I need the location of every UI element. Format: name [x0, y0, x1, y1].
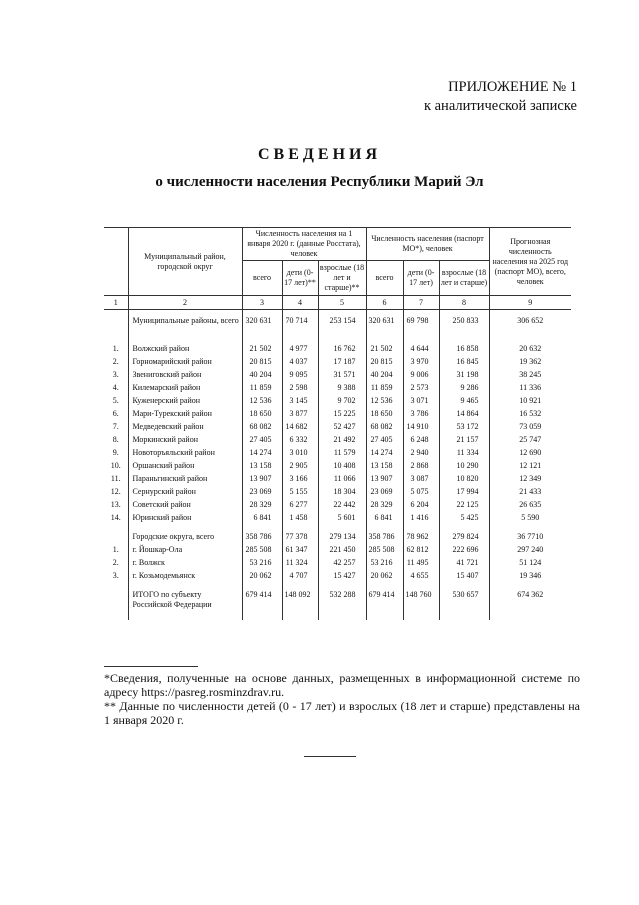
- row-name: Сернурский район: [128, 487, 242, 500]
- row-value: 6 841: [242, 513, 282, 526]
- row-value: 61 347: [282, 545, 318, 558]
- row-value: 53 216: [242, 558, 282, 571]
- district-row: [104, 435, 571, 448]
- end-separator: [304, 756, 356, 757]
- row-name: г. Волжск: [128, 558, 242, 571]
- row-value: 3 877: [282, 409, 318, 422]
- city-total-row: [104, 532, 571, 545]
- row-name: Новоторъяльский район: [128, 448, 242, 461]
- row-number: 1.: [112, 344, 119, 353]
- row-name: Медведевский район: [128, 422, 242, 435]
- row-name: Юринский район: [128, 513, 242, 526]
- header-index-blank: [104, 228, 128, 296]
- row-value: 19 346: [489, 571, 571, 584]
- row-value: 13 158: [366, 461, 403, 474]
- row-value: 13 907: [242, 474, 282, 487]
- row-value: 11 066: [318, 474, 366, 487]
- row-value: 14 274: [366, 448, 403, 461]
- row-value: 11 334: [439, 448, 489, 461]
- row-value: [403, 612, 439, 620]
- row-value: 12 690: [489, 448, 571, 461]
- row-value: 16 858: [439, 344, 489, 357]
- row-number: [104, 590, 128, 612]
- row-value: 3 010: [282, 448, 318, 461]
- row-value: 16 845: [439, 357, 489, 370]
- row-value: 13 158: [242, 461, 282, 474]
- row-value: [489, 612, 571, 620]
- annex-number: ПРИЛОЖЕНИЕ № 1: [448, 79, 577, 95]
- row-value: 12 349: [489, 474, 571, 487]
- row-value: 18 650: [366, 409, 403, 422]
- header-adults-passport: взрослые (18 лет и старше): [439, 261, 489, 296]
- row-number: 12.: [110, 487, 121, 496]
- row-value: 22 442: [318, 500, 366, 513]
- district-row: [104, 487, 571, 500]
- row-value: 9 702: [318, 396, 366, 409]
- row-number: [104, 612, 128, 620]
- row-value: 16 762: [318, 344, 366, 357]
- row-value: 70 714: [282, 316, 318, 338]
- header-total: всего: [242, 261, 282, 296]
- district-row: [104, 370, 571, 383]
- row-value: 38 245: [489, 370, 571, 383]
- row-value: 148 092: [282, 590, 318, 612]
- header-passport-group: Численность населения (паспорт МО*), человек: [366, 228, 489, 261]
- row-name: Советский район: [128, 500, 242, 513]
- row-value: 51 124: [489, 558, 571, 571]
- district-row: [104, 383, 571, 396]
- row-value: 42 257: [318, 558, 366, 571]
- row-value: 532 288: [318, 590, 366, 612]
- row-value: [242, 612, 282, 620]
- column-number: 9: [489, 296, 571, 310]
- row-value: 297 240: [489, 545, 571, 558]
- row-value: 18 650: [242, 409, 282, 422]
- header-district: Муниципальный район, городской округ: [128, 228, 242, 296]
- row-name: Волжский район: [128, 344, 242, 357]
- row-value: 9 006: [403, 370, 439, 383]
- row-value: 221 450: [318, 545, 366, 558]
- row-number: 6.: [112, 409, 119, 418]
- row-name: Параньгинский район: [128, 474, 242, 487]
- row-name: Горномарийский район: [128, 357, 242, 370]
- row-number: 1.: [112, 545, 119, 554]
- district-row: [104, 461, 571, 474]
- row-value: 27 405: [242, 435, 282, 448]
- header-total-passport: всего: [366, 261, 403, 296]
- row-value: 3 145: [282, 396, 318, 409]
- row-value: 222 696: [439, 545, 489, 558]
- row-value: 1 458: [282, 513, 318, 526]
- row-value: 20 632: [489, 344, 571, 357]
- row-value: 18 304: [318, 487, 366, 500]
- district-row: [104, 448, 571, 461]
- row-value: 21 433: [489, 487, 571, 500]
- row-value: 4 644: [403, 344, 439, 357]
- row-value: 10 290: [439, 461, 489, 474]
- row-value: 4 037: [282, 357, 318, 370]
- row-value: 674 362: [489, 590, 571, 612]
- district-row: [104, 500, 571, 513]
- row-name: ИТОГО по субъекту Российской Федерации: [128, 590, 242, 612]
- row-value: 23 069: [366, 487, 403, 500]
- row-value: 279 134: [318, 532, 366, 545]
- row-value: 14 682: [282, 422, 318, 435]
- row-value: 14 274: [242, 448, 282, 461]
- row-value: [318, 612, 366, 620]
- row-value: 16 532: [489, 409, 571, 422]
- row-value: 4 977: [282, 344, 318, 357]
- row-value: 12 536: [366, 396, 403, 409]
- row-value: 41 721: [439, 558, 489, 571]
- row-value: 4 707: [282, 571, 318, 584]
- row-value: 17 994: [439, 487, 489, 500]
- row-number: 11.: [110, 474, 121, 483]
- column-numbers-row: [104, 296, 571, 310]
- grand-total-row: [104, 590, 571, 612]
- row-number: 5.: [112, 396, 119, 405]
- row-value: 306 652: [489, 316, 571, 338]
- row-value: 6 204: [403, 500, 439, 513]
- row-value: 77 378: [282, 532, 318, 545]
- row-value: [439, 612, 489, 620]
- row-number: 2.: [112, 558, 119, 567]
- row-value: 6 332: [282, 435, 318, 448]
- row-number: 3.: [112, 571, 119, 580]
- row-value: 53 216: [366, 558, 403, 571]
- district-row: [104, 474, 571, 487]
- row-name: Килемарский район: [128, 383, 242, 396]
- row-value: 11 495: [403, 558, 439, 571]
- row-value: 530 657: [439, 590, 489, 612]
- row-value: 10 820: [439, 474, 489, 487]
- row-value: [366, 612, 403, 620]
- municipal-total-row: [104, 316, 571, 338]
- row-value: 11 579: [318, 448, 366, 461]
- row-value: 2 868: [403, 461, 439, 474]
- header-forecast: Прогнозная численность населения на 2025 год (паспорт МО), всего, человек: [489, 228, 571, 296]
- row-value: 9 465: [439, 396, 489, 409]
- row-value: 69 798: [403, 316, 439, 338]
- column-number: 2: [128, 296, 242, 310]
- column-number: 5: [318, 296, 366, 310]
- row-value: 25 747: [489, 435, 571, 448]
- row-value: 1 416: [403, 513, 439, 526]
- row-number: 13.: [110, 500, 121, 509]
- row-name: Куженерский район: [128, 396, 242, 409]
- population-table: [104, 227, 571, 620]
- row-value: 9 388: [318, 383, 366, 396]
- row-value: 9 095: [282, 370, 318, 383]
- row-number: [104, 532, 128, 545]
- row-value: 62 812: [403, 545, 439, 558]
- row-value: 3 166: [282, 474, 318, 487]
- row-value: 6 277: [282, 500, 318, 513]
- row-value: 78 962: [403, 532, 439, 545]
- row-number: 4.: [112, 383, 119, 392]
- row-value: 6 248: [403, 435, 439, 448]
- column-number: 4: [282, 296, 318, 310]
- row-value: 40 204: [242, 370, 282, 383]
- row-value: 3 087: [403, 474, 439, 487]
- row-value: 68 082: [242, 422, 282, 435]
- row-value: 11 859: [242, 383, 282, 396]
- footnotes: [104, 671, 580, 727]
- row-value: 10 921: [489, 396, 571, 409]
- row-name: Городские округа, всего: [128, 532, 242, 545]
- row-value: 20 815: [242, 357, 282, 370]
- row-value: 6 841: [366, 513, 403, 526]
- row-value: 14 910: [403, 422, 439, 435]
- footnote-separator: [104, 666, 198, 667]
- row-value: 285 508: [366, 545, 403, 558]
- row-value: 21 502: [366, 344, 403, 357]
- row-value: 11 336: [489, 383, 571, 396]
- row-number: 2.: [112, 357, 119, 366]
- row-value: 5 601: [318, 513, 366, 526]
- row-value: 28 329: [366, 500, 403, 513]
- row-name: Муниципальные районы, всего: [128, 316, 242, 338]
- row-value: 2 573: [403, 383, 439, 396]
- row-number: 9.: [112, 448, 119, 457]
- row-value: 358 786: [366, 532, 403, 545]
- annex-caption: к аналитической записке: [423, 98, 577, 114]
- row-value: 23 069: [242, 487, 282, 500]
- row-value: 11 324: [282, 558, 318, 571]
- header-children-passport: дети (0-17 лет): [403, 261, 439, 296]
- row-name: [128, 612, 242, 620]
- row-value: 5 425: [439, 513, 489, 526]
- row-value: 679 414: [366, 590, 403, 612]
- row-value: 15 225: [318, 409, 366, 422]
- row-value: 15 427: [318, 571, 366, 584]
- district-row: [104, 513, 571, 526]
- row-value: 40 204: [366, 370, 403, 383]
- column-number: 6: [366, 296, 403, 310]
- column-number: 3: [242, 296, 282, 310]
- row-value: 11 859: [366, 383, 403, 396]
- row-value: 5 590: [489, 513, 571, 526]
- row-value: 13 907: [366, 474, 403, 487]
- row-name: Моркинский район: [128, 435, 242, 448]
- row-number: 8.: [112, 435, 119, 444]
- row-value: 28 329: [242, 500, 282, 513]
- row-value: 320 631: [366, 316, 403, 338]
- row-value: 10 408: [318, 461, 366, 474]
- row-value: 12 121: [489, 461, 571, 474]
- row-value: 21 157: [439, 435, 489, 448]
- document-title: СВЕДЕНИЯ: [257, 146, 382, 163]
- row-value: 27 405: [366, 435, 403, 448]
- row-number: 7.: [112, 422, 119, 431]
- footnote-1: *Сведения, полученные на основе данных, размещенных в информационной системе по адресу https://pasreg.rosminzdrav.ru.: [104, 671, 580, 699]
- row-value: 250 833: [439, 316, 489, 338]
- district-row: [104, 344, 571, 357]
- row-value: 52 427: [318, 422, 366, 435]
- row-value: 15 407: [439, 571, 489, 584]
- city-row: [104, 571, 571, 584]
- row-value: 285 508: [242, 545, 282, 558]
- row-value: 4 655: [403, 571, 439, 584]
- row-value: 148 760: [403, 590, 439, 612]
- city-row: [104, 545, 571, 558]
- row-value: 3 970: [403, 357, 439, 370]
- row-value: 12 536: [242, 396, 282, 409]
- column-number: 7: [403, 296, 439, 310]
- row-value: 253 154: [318, 316, 366, 338]
- row-value: 36 7710: [489, 532, 571, 545]
- row-number: [104, 316, 128, 338]
- annex-block: [424, 78, 577, 116]
- row-value: 22 125: [439, 500, 489, 513]
- footnote-2: ** Данные по численности детей (0 - 17 лет) и взрослых (18 лет и старше) представлены на 1 января 2020 г.: [104, 699, 580, 727]
- row-value: 21 492: [318, 435, 366, 448]
- row-number: 14.: [110, 513, 121, 522]
- row-value: 3 071: [403, 396, 439, 409]
- row-value: 3 786: [403, 409, 439, 422]
- row-value: [282, 612, 318, 620]
- row-value: 5 075: [403, 487, 439, 500]
- row-value: 53 172: [439, 422, 489, 435]
- row-value: 20 062: [242, 571, 282, 584]
- row-value: 2 940: [403, 448, 439, 461]
- row-value: 9 286: [439, 383, 489, 396]
- column-number: 1: [104, 296, 128, 310]
- district-row: [104, 357, 571, 370]
- row-value: 26 635: [489, 500, 571, 513]
- row-name: Мари-Турекский район: [128, 409, 242, 422]
- row-value: 20 062: [366, 571, 403, 584]
- header-rosstat-group: Численность населения на 1 января 2020 г. (данные Росстата), человек: [242, 228, 366, 261]
- row-value: 73 059: [489, 422, 571, 435]
- row-value: 2 905: [282, 461, 318, 474]
- row-value: 19 362: [489, 357, 571, 370]
- row-number: 10.: [110, 461, 121, 470]
- row-value: 358 786: [242, 532, 282, 545]
- row-value: 31 198: [439, 370, 489, 383]
- row-value: 320 631: [242, 316, 282, 338]
- row-number: 3.: [112, 370, 119, 379]
- column-number: 8: [439, 296, 489, 310]
- row-name: Звениговский район: [128, 370, 242, 383]
- header-adults: взрослые (18 лет и старше)**: [318, 261, 366, 296]
- city-row: [104, 558, 571, 571]
- row-value: 21 502: [242, 344, 282, 357]
- spacer-row: [104, 612, 571, 620]
- row-value: 20 815: [366, 357, 403, 370]
- row-value: 17 187: [318, 357, 366, 370]
- row-name: г. Йошкар-Ола: [128, 545, 242, 558]
- row-value: 2 598: [282, 383, 318, 396]
- district-row: [104, 396, 571, 409]
- row-value: 5 155: [282, 487, 318, 500]
- row-value: 31 571: [318, 370, 366, 383]
- district-row: [104, 409, 571, 422]
- document-subtitle: о численности населения Республики Марий Эл: [155, 174, 484, 190]
- row-value: 14 864: [439, 409, 489, 422]
- row-name: г. Козьмодемьянск: [128, 571, 242, 584]
- row-value: 279 824: [439, 532, 489, 545]
- district-row: [104, 422, 571, 435]
- row-value: 679 414: [242, 590, 282, 612]
- row-name: Оршанский район: [128, 461, 242, 474]
- row-value: 68 082: [366, 422, 403, 435]
- header-children: дети (0-17 лет)**: [282, 261, 318, 296]
